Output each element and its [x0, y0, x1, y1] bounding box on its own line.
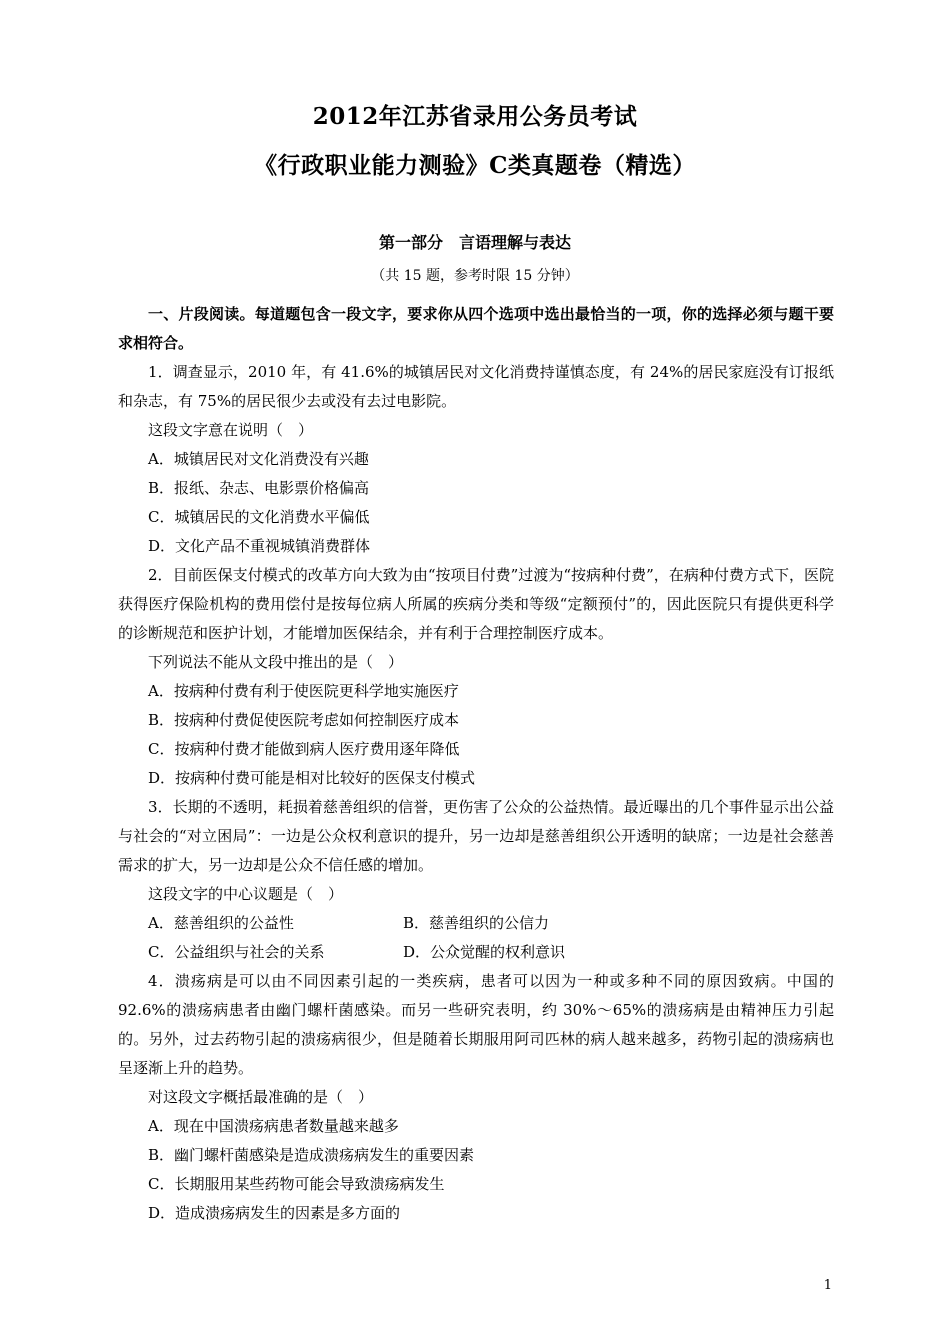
part-subtitle: （共 15 题，参考时限 15 分钟）: [371, 268, 579, 284]
question-2-option-b: B．按病种付费促使医院考虑如何控制医疗成本: [148, 711, 460, 729]
question-1-option-b: B．报纸、杂志、电影票价格偏高: [148, 479, 370, 497]
question-2-option-a: A．按病种付费有利于使医院更科学地实施医疗: [148, 682, 459, 700]
question-2-prompt: 下列说法不能从文段中推出的是（ ）: [148, 653, 404, 671]
section-instruction: 一、片段阅读。每道题包含一段文字，要求你从四个选项中选出最恰当的一项，你的选择必须与题干要求相符合。: [118, 305, 834, 352]
part-name: 言语理解与表达: [459, 233, 572, 252]
question-4-option-b: B．幽门螺杆菌感染是造成溃疡病发生的重要因素: [148, 1146, 475, 1164]
question-1-option-d: D．文化产品不重视城镇消费群体: [148, 537, 371, 555]
question-2-passage: 2．目前医保支付模式的改革方向大致为由“按项目付费”过渡为“按病种付费”，在病种付费方式下，医院获得医疗保险机构的费用偿付是按每位病人所属的疾病分类和等级“定额预付”的，因此医院只有提供更科学的诊断规范和医护计划，才能增加医保结余，并有利于合理控制医疗成本。: [118, 566, 834, 642]
question-4-option-d: D．造成溃疡病发生的因素是多方面的: [148, 1204, 401, 1222]
part-label: 第一部分: [378, 233, 443, 252]
question-3-options-row-2: [118, 938, 834, 967]
question-4-prompt: 对这段文字概括最准确的是（ ）: [148, 1088, 374, 1106]
question-3-option-c: C．公益组织与社会的关系: [148, 943, 325, 961]
question-4-option-c: C．长期服用某些药物可能会导致溃疡病发生: [148, 1175, 445, 1193]
question-3-passage: 3．长期的不透明，耗损着慈善组织的信誉，更伤害了公众的公益热情。最近曝出的几个事件显示出公益与社会的“对立困局”：一边是公众权利意识的提升，另一边却是慈善组织公开透明的缺席；一边是社会慈善需求的扩大，另一边却是公众不信任感的增加。: [118, 798, 834, 874]
part-heading: [0, 230, 950, 253]
question-3-option-d: D．公众觉醒的权利意识: [403, 943, 566, 961]
question-3-option-b: B．慈善组织的公信力: [403, 914, 550, 932]
question-2-option-d: D．按病种付费可能是相对比较好的医保支付模式: [148, 769, 476, 787]
question-4-option-a: A．现在中国溃疡病患者数量越来越多: [148, 1117, 399, 1135]
question-3-options-row-1: [118, 909, 834, 938]
question-content: [118, 300, 834, 1228]
question-3-option-a: A．慈善组织的公益性: [148, 914, 294, 932]
question-1-prompt: 这段文字意在说明（ ）: [148, 421, 314, 439]
question-4-passage: 4．溃疡病是可以由不同因素引起的一类疾病，患者可以因为一种或多种不同的原因致病。中国的 92.6%的溃疡病患者由幽门螺杆菌感染。而另一些研究表明，约 30%～65%的溃疡病是由精神压力引起的。另外，过去药物引起的溃疡病很少，但是随着长期服用阿司匹林的病人越来越多，药物引起的溃疡病也呈逐渐上升的趋势。: [118, 972, 834, 1077]
page-number: 1: [823, 1278, 832, 1293]
question-1-passage: 1．调查显示，2010 年，有 41.6%的城镇居民对文化消费持谨慎态度，有 24%的居民家庭没有订报纸和杂志，有 75%的居民很少去或没有去过电影院。: [118, 363, 834, 410]
question-2-option-c: C．按病种付费才能做到病人医疗费用逐年降低: [148, 740, 460, 758]
question-1-option-a: A．城镇居民对文化消费没有兴趣: [148, 450, 369, 468]
document-title-line2: 《行政职业能力测验》C类真题卷（精选）: [254, 152, 696, 179]
question-3-prompt: 这段文字的中心议题是（ ）: [148, 885, 344, 903]
question-1-option-c: C．城镇居民的文化消费水平偏低: [148, 508, 370, 526]
document-title-line1: 2012年江苏省录用公务员考试: [312, 103, 638, 130]
